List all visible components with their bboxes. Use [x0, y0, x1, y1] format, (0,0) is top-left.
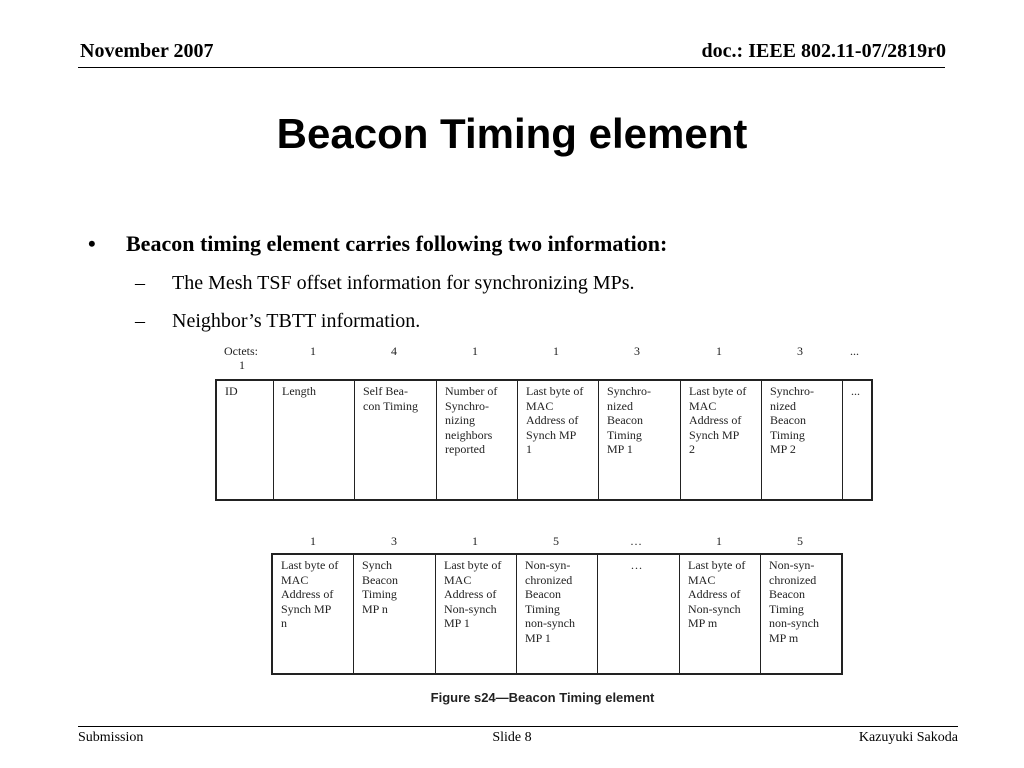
octet-value: 5: [797, 534, 803, 548]
field-cell: Last byte of MAC Address of Synch MP 2: [681, 381, 762, 499]
footer-divider: [78, 726, 958, 727]
field-cell: Last byte of MAC Address of Synch MP 1: [518, 381, 599, 499]
octets-label-value: 1: [239, 358, 245, 372]
dash-icon: –: [135, 272, 145, 294]
octet-value: …: [630, 534, 642, 548]
field-cell: Non-syn- chronized Beacon Timing non-synch MP m: [769, 558, 819, 645]
field-table-row-1: [215, 379, 873, 501]
bullet-text: Beacon timing element carries following two information:: [126, 231, 668, 256]
octet-value: 1: [553, 344, 559, 358]
octet-value: 1: [716, 344, 722, 358]
field-cell: Synch Beacon Timing MP n: [354, 555, 436, 673]
field-cell: Last byte of MAC Address of Non-synch MP 1: [436, 555, 517, 673]
octet-value: 3: [797, 344, 803, 358]
octet-value: 5: [553, 534, 559, 548]
sub-bullet-item: [135, 310, 420, 333]
header-date: November 2007: [80, 40, 214, 62]
bullet-icon: •: [88, 231, 96, 256]
header-divider: [78, 67, 945, 68]
field-cell: Last byte of MAC Address of Non-synch MP m: [680, 555, 761, 673]
octet-value: 1: [716, 534, 722, 548]
field-cell: ...: [851, 384, 860, 398]
dash-icon: –: [135, 310, 145, 332]
field-table-row-2: [271, 553, 843, 675]
sub-bullet-item: [135, 272, 635, 295]
field-cell: …: [598, 555, 680, 673]
octet-value: 3: [634, 344, 640, 358]
field-cell: Synchro- nized Beacon Timing MP 1: [599, 381, 681, 499]
field-cell: Last byte of MAC Address of Synch MP n: [273, 555, 354, 673]
octet-value: 4: [391, 344, 397, 358]
octet-value: ...: [850, 344, 859, 358]
field-cell: Synchro- nized Beacon Timing MP 2: [762, 381, 843, 499]
footer-slide-number: Slide 8: [492, 730, 532, 745]
footer-submission: Submission: [78, 730, 144, 745]
octet-value: 1: [310, 344, 316, 358]
field-cell: Number of Synchro- nizing neighbors reported: [437, 381, 518, 499]
sub-bullet-text: Neighbor’s TBTT information.: [172, 310, 421, 332]
slide-title: Beacon Timing element: [276, 110, 748, 157]
octet-value: 1: [472, 344, 478, 358]
octet-value: 1: [310, 534, 316, 548]
field-cell: Non-syn- chronized Beacon Timing non-synch MP 1: [517, 555, 598, 673]
octets-label: Octets:: [224, 344, 258, 358]
field-cell: Length: [274, 381, 355, 499]
sub-bullet-text: The Mesh TSF offset information for synchronizing MPs.: [172, 272, 635, 294]
header-doc-id: doc.: IEEE 802.11-07/2819r0: [701, 40, 946, 62]
bullet-item: [88, 231, 667, 257]
figure-caption: Figure s24—Beacon Timing element: [430, 690, 655, 705]
octet-value: 3: [391, 534, 397, 548]
field-cell: ID: [217, 381, 274, 499]
octet-value: 1: [472, 534, 478, 548]
footer-author: Kazuyuki Sakoda: [858, 730, 958, 745]
field-cell: Self Bea- con Timing: [355, 381, 437, 499]
